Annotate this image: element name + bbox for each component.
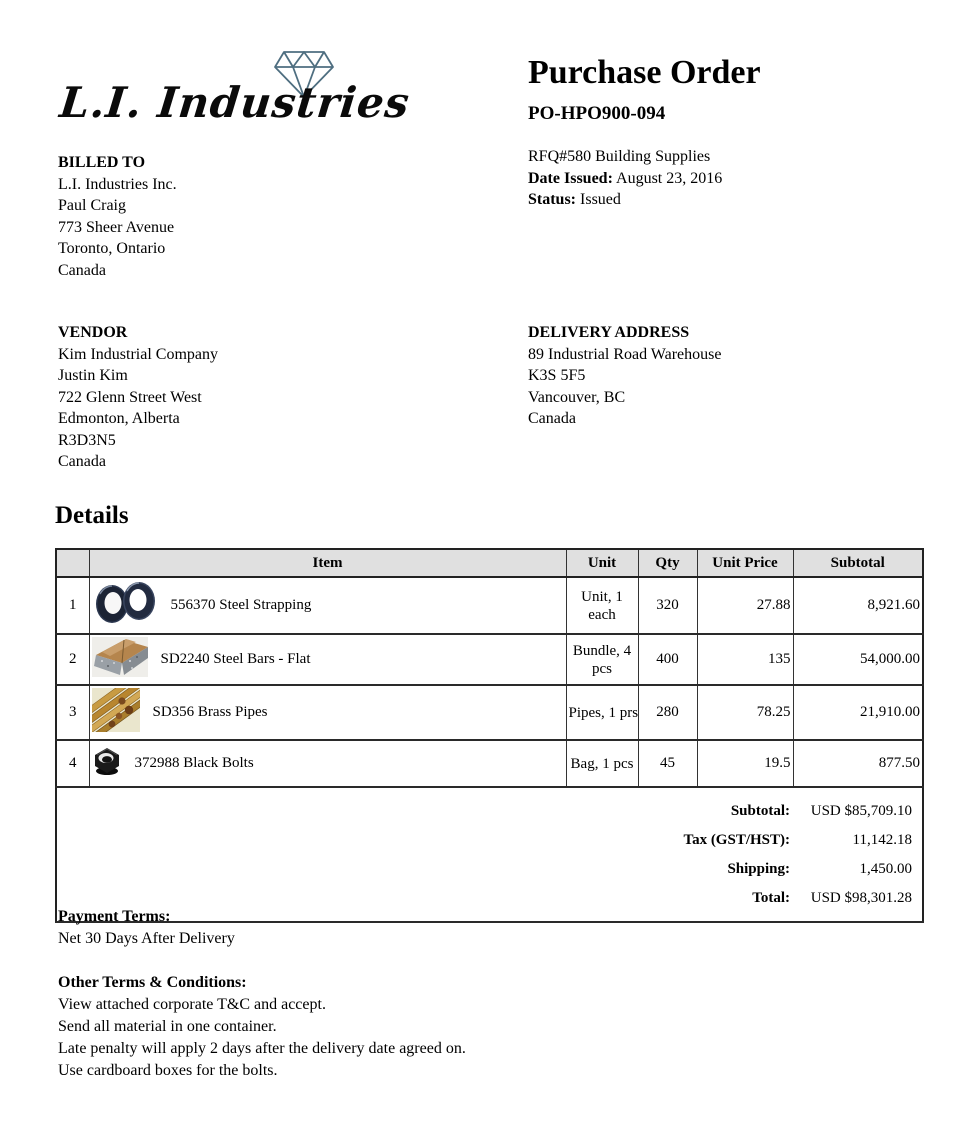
vendor-line: Edmonton, Alberta	[58, 410, 180, 427]
unit-price-cell: 27.88	[697, 577, 793, 634]
billed-to-line: Canada	[58, 261, 106, 279]
payment-terms-heading: Payment Terms:	[58, 908, 171, 925]
other-terms-line: Send all material in one container.	[58, 1018, 277, 1035]
table-row	[56, 685, 923, 740]
vendor-block	[58, 322, 218, 473]
qty-cell: 320	[638, 577, 697, 634]
order-meta	[528, 146, 722, 211]
other-terms-line: View attached corporate T&C and accept.	[58, 996, 326, 1013]
total-value: USD $98,301.28	[810, 889, 912, 906]
subtotal-value: USD $85,709.10	[810, 802, 912, 819]
table-row	[56, 634, 923, 685]
column-header-item: Item	[89, 549, 566, 577]
qty-cell: 280	[638, 685, 697, 740]
unit-cell: Unit, 1 each	[566, 577, 638, 634]
column-header-num	[56, 549, 89, 577]
item-cell	[92, 688, 564, 737]
unit-price-cell: 135	[697, 634, 793, 685]
delivery-address-line: Canada	[528, 410, 576, 427]
shipping-value: 1,450.00	[859, 860, 912, 877]
delivery-address-line: K3S 5F5	[528, 367, 586, 384]
unit-price-cell: 19.5	[697, 740, 793, 787]
other-terms-block	[58, 972, 466, 1082]
steel-strapping-image	[92, 580, 158, 631]
unit-cell: Bundle, 4 pcs	[566, 634, 638, 685]
table-row	[56, 577, 923, 634]
vendor-heading: VENDOR	[58, 324, 128, 341]
other-terms-heading: Other Terms & Conditions:	[58, 974, 247, 991]
details-table	[55, 548, 924, 923]
brass-pipes-image	[92, 688, 140, 737]
vendor-line: Justin Kim	[58, 367, 128, 384]
billed-to-line: Toronto, Ontario	[58, 240, 166, 257]
totals-row	[56, 787, 923, 922]
qty-cell: 400	[638, 634, 697, 685]
subtotal-cell: 21,910.00	[793, 685, 923, 740]
item-label: SD2240 Steel Bars - Flat	[160, 651, 311, 667]
row-number: 3	[56, 685, 89, 740]
subtotal-label: Subtotal:	[730, 802, 790, 819]
po-number: PO-HPO900-094	[528, 103, 666, 124]
unit-cell: Bag, 1 pcs	[566, 740, 638, 787]
shipping-label: Shipping:	[727, 860, 790, 877]
row-number: 1	[56, 577, 89, 634]
delivery-address-line: Vancouver, BC	[528, 388, 626, 406]
item-label: SD356 Brass Pipes	[152, 704, 268, 720]
steel-bars-image	[92, 637, 148, 682]
billed-to-line: 773 Sheer Avenue	[58, 218, 175, 236]
shipping-total-line	[59, 855, 920, 884]
tax-label: Tax (GST/HST):	[683, 831, 790, 848]
billed-to-heading: BILLED TO	[58, 154, 146, 171]
delivery-address-block	[528, 322, 721, 430]
row-number: 4	[56, 740, 89, 787]
column-header-subtotal: Subtotal	[793, 549, 923, 577]
billed-to-line: L.I. Industries Inc.	[58, 175, 177, 193]
item-cell	[92, 580, 564, 631]
billed-to-line: Paul Craig	[58, 197, 126, 214]
status-line	[528, 189, 722, 211]
company-logo	[58, 44, 478, 144]
date-issued-label: Date Issued:	[528, 169, 613, 187]
item-label: 556370 Steel Strapping	[170, 597, 312, 613]
qty-cell: 45	[638, 740, 697, 787]
logo-text: L.I. Industries	[57, 78, 413, 127]
tax-total-line	[59, 826, 920, 855]
subtotal-cell: 8,921.60	[793, 577, 923, 634]
column-header-unit-price: Unit Price	[697, 549, 793, 577]
black-bolts-image	[92, 747, 122, 781]
item-label: 372988 Black Bolts	[134, 755, 254, 771]
table-header-row	[56, 549, 923, 577]
status-label: Status:	[528, 191, 577, 208]
vendor-line: 722 Glenn Street West	[58, 388, 202, 406]
title-block	[528, 54, 761, 125]
vendor-line: Kim Industrial Company	[58, 345, 218, 363]
other-terms-line: Late penalty will apply 2 days after the delivery date agreed on.	[58, 1040, 466, 1057]
column-header-qty: Qty	[638, 549, 697, 577]
vendor-line: R3D3N5	[58, 431, 116, 449]
unit-cell: Pipes, 1 prs	[566, 685, 638, 740]
page-title: Purchase Order	[528, 54, 761, 91]
other-terms-line: Use cardboard boxes for the bolts.	[58, 1062, 278, 1079]
payment-terms-block	[58, 906, 235, 950]
item-cell	[92, 637, 564, 682]
status-value: Issued	[580, 191, 621, 208]
item-cell	[92, 747, 564, 781]
delivery-address-heading: DELIVERY ADDRESS	[528, 324, 690, 341]
vendor-line: Canada	[58, 453, 106, 470]
column-header-unit: Unit	[566, 549, 638, 577]
subtotal-cell: 54,000.00	[793, 634, 923, 685]
row-number: 2	[56, 634, 89, 685]
delivery-address-line: 89 Industrial Road Warehouse	[528, 345, 722, 363]
unit-price-cell: 78.25	[697, 685, 793, 740]
tax-value: 11,142.18	[852, 831, 912, 848]
date-issued-line	[528, 168, 722, 190]
total-label: Total:	[752, 889, 790, 906]
rfq-line: RFQ#580 Building Supplies	[528, 148, 711, 165]
payment-terms-line: Net 30 Days After Delivery	[58, 930, 235, 947]
subtotal-cell: 877.50	[793, 740, 923, 787]
details-heading: Details	[55, 502, 129, 529]
subtotal-total-line	[59, 797, 920, 826]
billed-to-block	[58, 152, 177, 281]
date-issued-value: August 23, 2016	[616, 169, 723, 187]
table-row	[56, 740, 923, 787]
